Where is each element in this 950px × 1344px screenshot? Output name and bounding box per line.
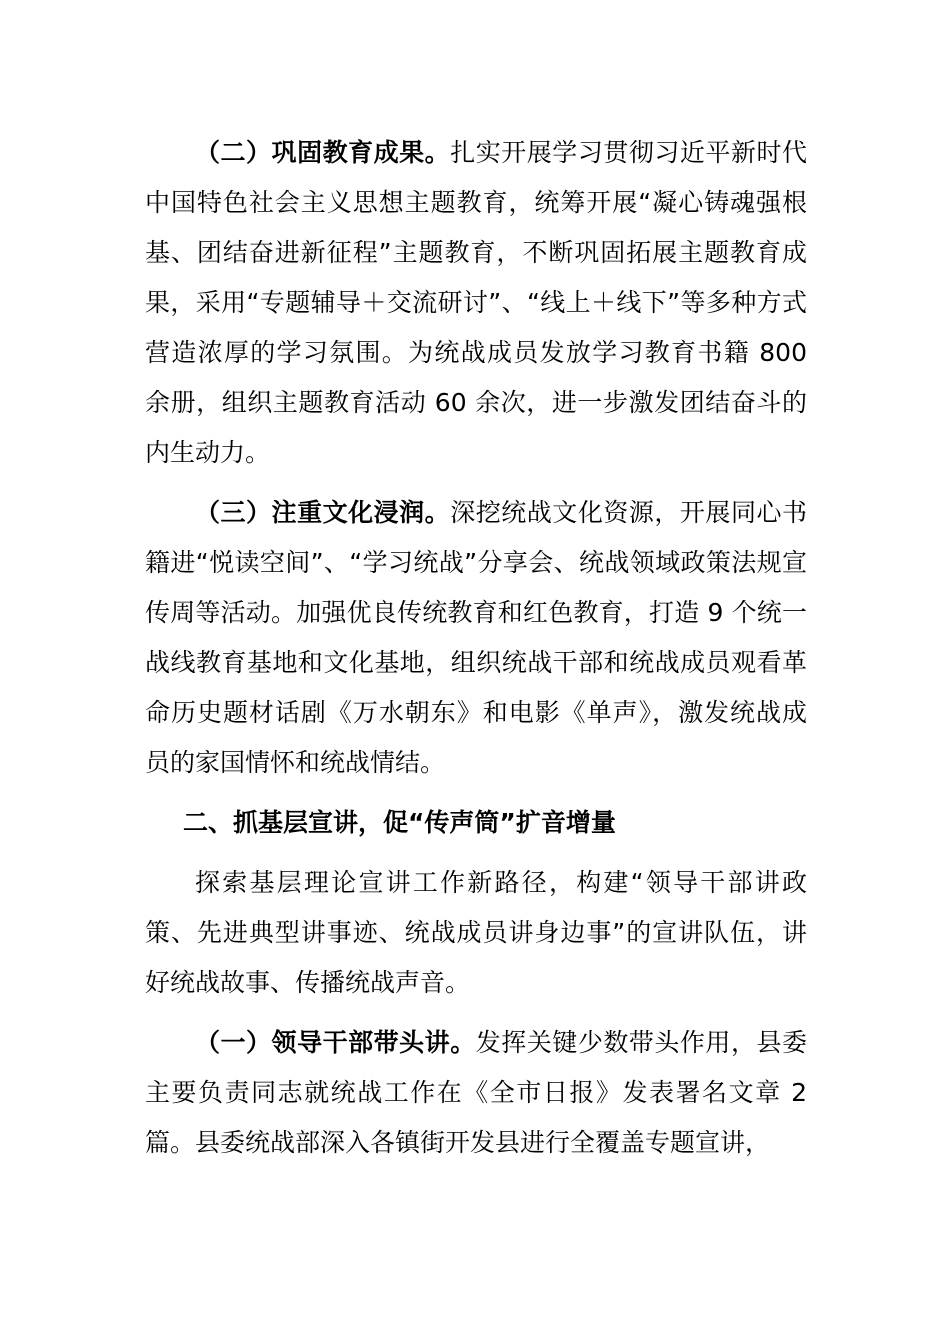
paragraph-leaders-lead [145,1018,807,1168]
document-body [145,128,807,1168]
paragraph-text: 深挖统战文化资源，开展同心书籍进“悦读空间”、“学习统战”分享会、统战领域政策法规宣传周等活动。加强优良传统教育和红色教育，打造 9 个统一战线教育基地和文化基地，组织统战干部和统战成员观看革命历史题材话剧《万水朝东》和电影《单声》，激发统战成员的家国情怀和统战情结。 [145,498,807,777]
section-heading: 二、抓基层宣讲，促“传声筒”扩音增量 [183,808,616,837]
paragraph-text: 发挥关键少数带头作用，县委主要负责同志就统战工作在《全市日报》发表署名文章 2 篇。县委统战部深入各镇街开发县进行全覆盖专题宣讲， [145,1028,807,1157]
paragraph-lead: （三）注重文化浸润。 [195,498,451,527]
paragraph-consolidate-education [145,128,807,478]
paragraph-lead: （一）领导干部带头讲。 [195,1028,476,1057]
paragraph-text: 扎实开展学习贯彻习近平新时代中国特色社会主义思想主题教育，统筹开展“凝心铸魂强根基、团结奋进新征程”主题教育，不断巩固拓展主题教育成果，采用“专题辅导＋交流研讨”、“线上＋线下”等多种方式营造浓厚的学习氛围。为统战成员发放学习教育书籍 800 余册，组织主题教育活动 60 余次，进一步激发团结奋斗的内生动力。 [145,138,807,467]
section-intro-paragraph: 探索基层理论宣讲工作新路径，构建“领导干部讲政策、先进典型讲事迹、统战成员讲身边事”的宣讲队伍，讲好统战故事、传播统战声音。 [145,868,807,997]
paragraph-culture-immersion [145,488,807,788]
paragraph-lead: （二）巩固教育成果。 [195,138,451,167]
